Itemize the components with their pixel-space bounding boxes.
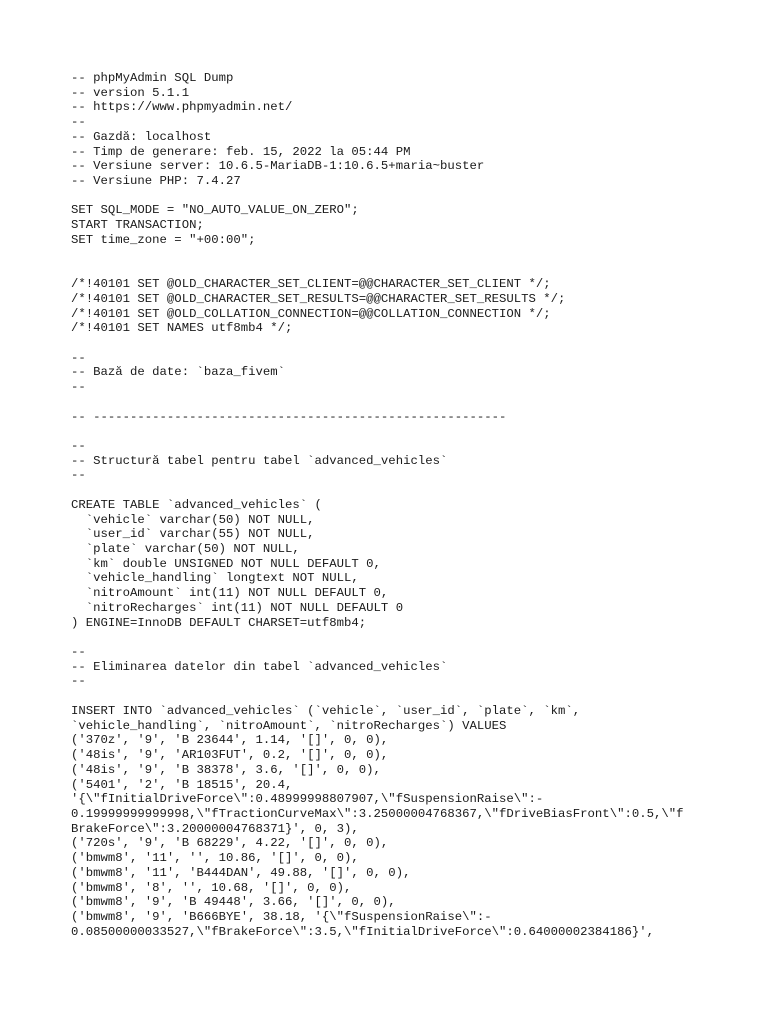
blank-line xyxy=(71,483,751,498)
charset-directive-line: /*!40101 SET NAMES utf8mb4 */; xyxy=(71,321,293,336)
structure-comment-line: -- Structură tabel pentru tabel `advanced_vehicles` xyxy=(71,453,448,468)
create-table-line: `plate` varchar(50) NOT NULL, xyxy=(71,542,300,556)
insert-line: ('720s', '9', 'B 68229', 4.22, '[]', 0, 0), xyxy=(71,836,389,851)
create-table-line: `user_id` varchar(55) NOT NULL, xyxy=(71,527,315,542)
insert-line: ('bmwm8', '9', 'B666BYE', 38.18, '{\"fSuspensionRaise\":- xyxy=(71,909,492,924)
insert-line: ('bmwm8', '8', '', 10.68, '[]', 0, 0), xyxy=(71,880,352,895)
insert-line: ('48is', '9', 'AR103FUT', 0.2, '[]', 0, 0), xyxy=(71,748,389,763)
create-table-line: `nitroAmount` int(11) NOT NULL DEFAULT 0, xyxy=(71,586,389,601)
header-comment-line: -- Versiune server: 10.6.5-MariaDB-1:10.6.5+maria~buster xyxy=(71,159,485,174)
insert-line: ('bmwm8', '11', '', 10.86, '[]', 0, 0), xyxy=(71,851,359,866)
structure-comment-line: -- xyxy=(71,438,86,453)
insert-line: '{\"fInitialDriveForce\":0.48999998807907,\"fSuspensionRaise\":- xyxy=(71,792,544,807)
header-comment-line: -- xyxy=(71,115,86,130)
create-table-line: CREATE TABLE `advanced_vehicles` ( xyxy=(71,497,322,512)
header-comment-line: -- phpMyAdmin SQL Dump xyxy=(71,71,234,85)
data-comment-line: -- xyxy=(71,674,86,689)
header-comment-line: -- Timp de generare: feb. 15, 2022 la 05:44 PM xyxy=(71,144,411,159)
blank-line xyxy=(71,689,751,704)
charset-directive-line: /*!40101 SET @OLD_COLLATION_CONNECTION=@@COLLATION_CONNECTION */; xyxy=(71,306,551,321)
data-comment-line: -- xyxy=(71,645,86,660)
separator-line: -- -------------------------------------------------------- xyxy=(71,409,507,424)
create-table-line: `nitroRecharges` int(11) NOT NULL DEFAULT 0 xyxy=(71,600,404,615)
insert-line: BrakeForce\":3.20000004768371}', 0, 3), xyxy=(71,821,359,836)
charset-directive-line: /*!40101 SET @OLD_CHARACTER_SET_CLIENT=@@CHARACTER_SET_CLIENT */; xyxy=(71,277,551,292)
create-table-line: `vehicle_handling` longtext NOT NULL, xyxy=(71,571,359,586)
header-comment-line: -- Gazdă: localhost xyxy=(71,129,212,144)
create-table-line: ) ENGINE=InnoDB DEFAULT CHARSET=utf8mb4; xyxy=(71,615,367,630)
create-table-line: `vehicle` varchar(50) NOT NULL, xyxy=(71,512,315,527)
blank-line xyxy=(71,262,751,277)
insert-line: 0.19999999999998,\"fTractionCurveMax\":3.25000004768367,\"fDriveBiasFront\":0.5,\"f xyxy=(71,806,684,821)
blank-line xyxy=(71,395,751,410)
blank-line xyxy=(71,248,751,263)
database-comment-line: -- Bază de date: `baza_fivem` xyxy=(71,365,286,380)
sql-dump-text xyxy=(71,71,751,939)
settings-line: SET SQL_MODE = "NO_AUTO_VALUE_ON_ZERO"; xyxy=(71,203,359,218)
insert-line: ('48is', '9', 'B 38378', 3.6, '[]', 0, 0), xyxy=(71,762,381,777)
blank-line xyxy=(71,424,751,439)
header-comment-line: -- version 5.1.1 xyxy=(71,85,190,100)
insert-line: `vehicle_handling`, `nitroAmount`, `nitroRecharges`) VALUES xyxy=(71,718,507,733)
database-comment-line: -- xyxy=(71,350,86,365)
structure-comment-line: -- xyxy=(71,468,86,483)
insert-line: ('5401', '2', 'B 18515', 20.4, xyxy=(71,777,293,792)
charset-directive-line: /*!40101 SET @OLD_CHARACTER_SET_RESULTS=@@CHARACTER_SET_RESULTS */; xyxy=(71,291,566,306)
settings-line: SET time_zone = "+00:00"; xyxy=(71,232,256,247)
settings-line: START TRANSACTION; xyxy=(71,218,204,233)
insert-line: ('370z', '9', 'B 23644', 1.14, '[]', 0, 0), xyxy=(71,733,389,748)
blank-line xyxy=(71,336,751,351)
header-comment-line: -- Versiune PHP: 7.4.27 xyxy=(71,174,241,189)
header-comment-line: -- https://www.phpmyadmin.net/ xyxy=(71,100,293,115)
create-table-line: `km` double UNSIGNED NOT NULL DEFAULT 0, xyxy=(71,556,381,571)
blank-line xyxy=(71,630,751,645)
insert-line: ('bmwm8', '9', 'B 49448', 3.66, '[]', 0, 0), xyxy=(71,895,396,910)
database-comment-line: -- xyxy=(71,380,86,395)
insert-line: ('bmwm8', '11', 'B444DAN', 49.88, '[]', 0, 0), xyxy=(71,865,411,880)
blank-line xyxy=(71,189,751,204)
insert-line: 0.08500000033527,\"fBrakeForce\":3.5,\"fInitialDriveForce\":0.64000002384186}', xyxy=(71,924,654,939)
data-comment-line: -- Eliminarea datelor din tabel `advanced_vehicles` xyxy=(71,659,448,674)
insert-line: INSERT INTO `advanced_vehicles` (`vehicle`, `user_id`, `plate`, `km`, xyxy=(71,703,581,718)
